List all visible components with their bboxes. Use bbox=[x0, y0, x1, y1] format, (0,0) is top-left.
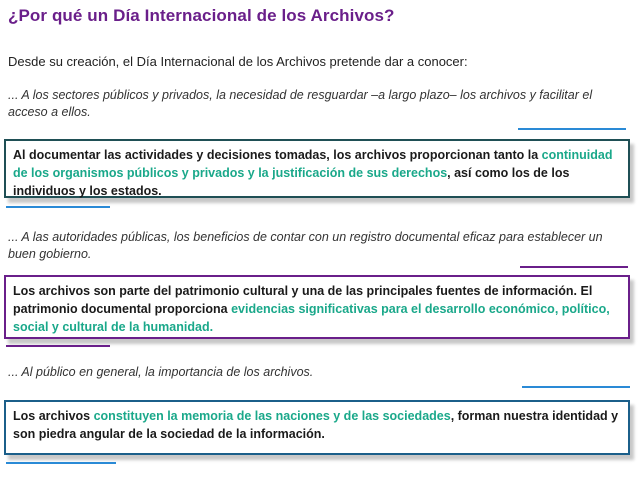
box-highlight: evidencias significativas para el desarrollo económico, político, social y cultural de la humanidad. bbox=[13, 302, 610, 334]
box-text: , así como los de los individuos y los estados. bbox=[13, 166, 570, 198]
box-highlight: continuidad de los organismos públicos y privados y la justificación de sus derechos bbox=[13, 148, 613, 180]
box-text: Los archivos son parte del patrimonio cultural y una de las principales fuentes de información. El patrimonio documental proporciona bbox=[13, 284, 593, 316]
decorative-line bbox=[6, 345, 110, 347]
decorative-line bbox=[518, 128, 626, 130]
box-text: , forman nuestra identidad y son piedra angular de la sociedad de la información. bbox=[13, 409, 619, 441]
section-3-lead: ... Al público en general, la importancia de los archivos. bbox=[8, 365, 314, 379]
decorative-line bbox=[6, 206, 110, 208]
box-text: Los archivos bbox=[13, 409, 94, 423]
box-text: Al documentar las actividades y decisiones tomadas, los archivos proporcionan tanto la bbox=[13, 148, 542, 162]
box-highlight: constituyen la memoria de las naciones y de las sociedades bbox=[93, 409, 451, 423]
section-2-lead: ... A las autoridades públicas, los beneficios de contar con un registro documental eficaz para establecer un buen gobierno. bbox=[8, 230, 603, 261]
decorative-line bbox=[522, 386, 630, 388]
quote-box-memory bbox=[4, 400, 630, 455]
quote-box-heritage bbox=[4, 275, 630, 339]
decorative-line bbox=[520, 266, 628, 268]
section-1-lead: ... A los sectores públicos y privados, la necesidad de resguardar –a largo plazo– los archivos y facilitar el acceso a ellos. bbox=[8, 88, 593, 119]
page-title: ¿Por qué un Día Internacional de los Archivos? bbox=[8, 6, 395, 25]
intro-text: Desde su creación, el Día Internacional de los Archivos pretende dar a conocer: bbox=[8, 54, 468, 69]
quote-box-continuity bbox=[4, 139, 630, 198]
decorative-line bbox=[6, 462, 116, 464]
